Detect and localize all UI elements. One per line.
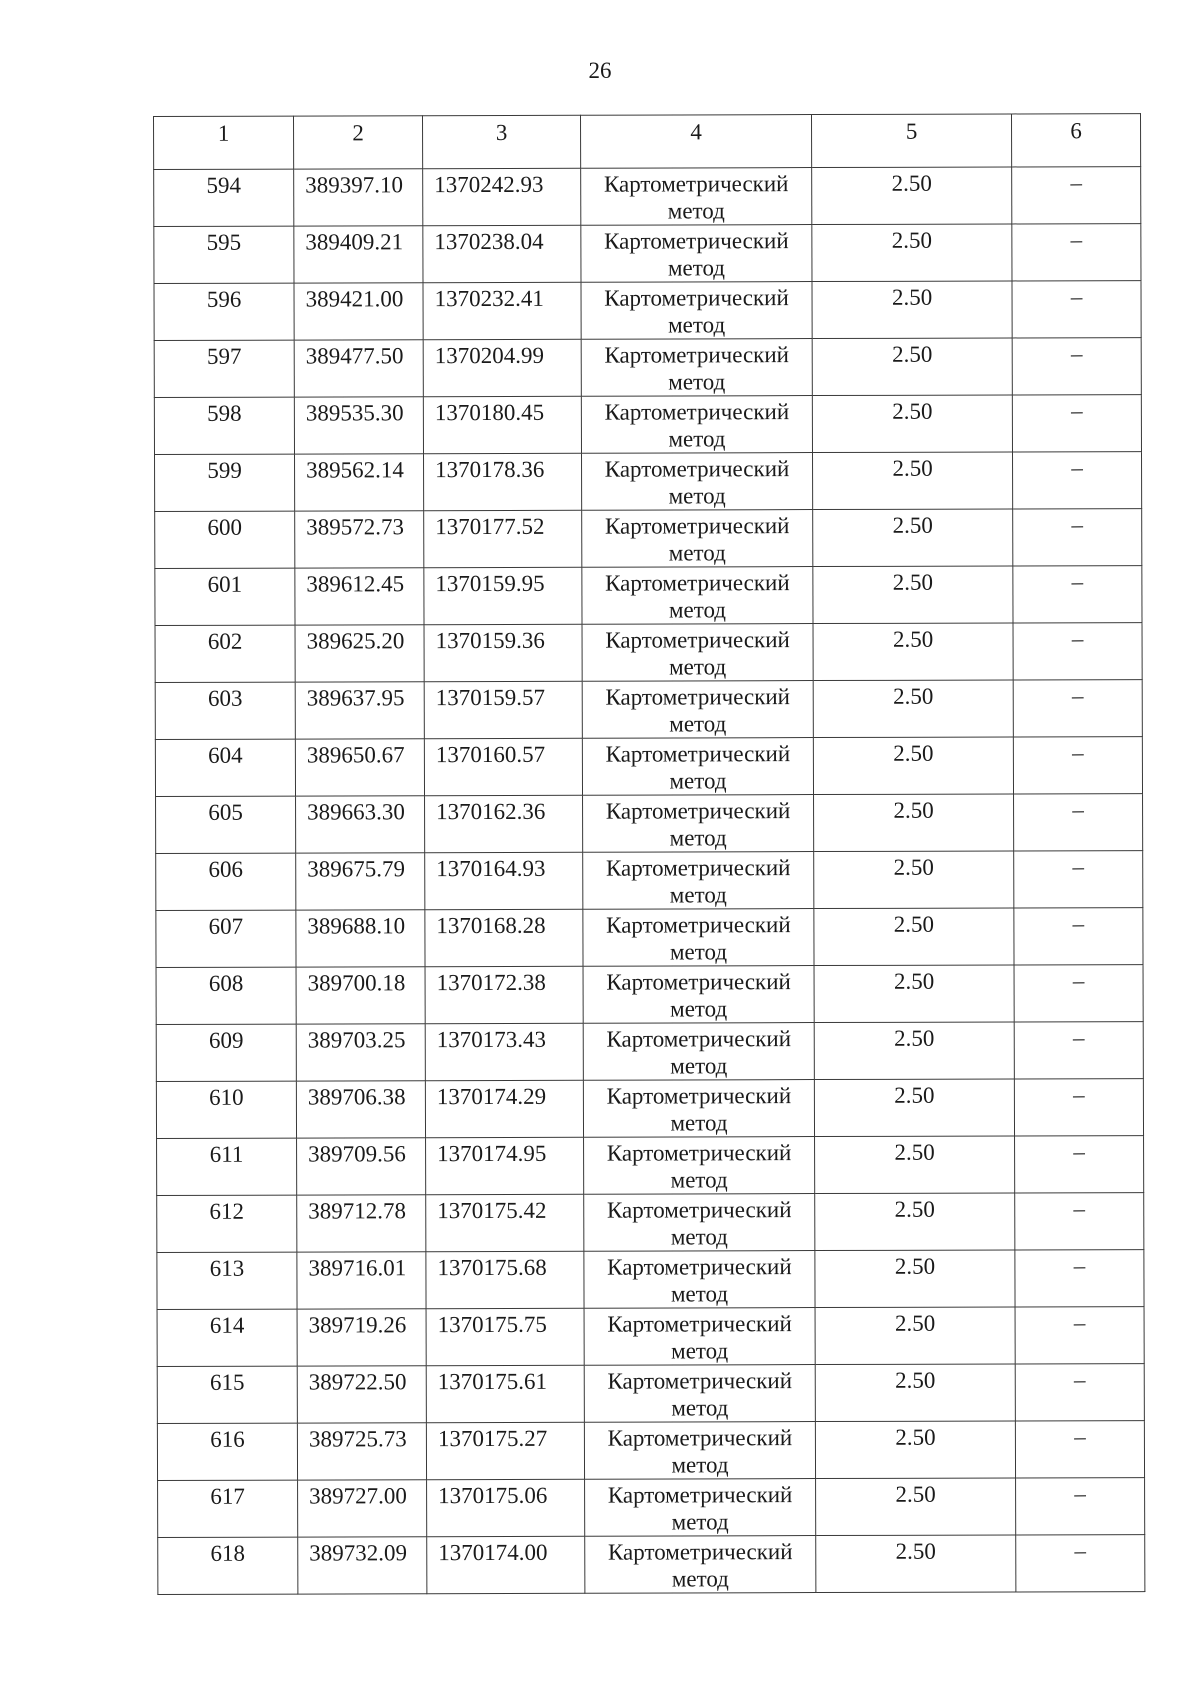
- x-coordinate-cell: 389650.67: [295, 739, 424, 796]
- note-cell: –: [1012, 224, 1141, 281]
- y-coordinate-cell: 1370204.99: [423, 339, 581, 396]
- y-coordinate-cell: 1370159.36: [424, 624, 582, 681]
- column-header-1: 1: [154, 116, 294, 169]
- x-coordinate-cell: 389663.30: [296, 796, 425, 853]
- method-cell: [583, 966, 814, 1024]
- x-coordinate-cell: 389625.20: [295, 625, 424, 682]
- table-row: [156, 908, 1143, 968]
- accuracy-cell: 2.50: [814, 965, 1014, 1023]
- x-coordinate-cell: 389727.00: [298, 1480, 427, 1537]
- point-number-cell: 602: [155, 625, 295, 682]
- y-coordinate-cell: 1370232.41: [423, 282, 581, 339]
- point-number-cell: 600: [155, 511, 295, 568]
- column-header-6: 6: [1011, 114, 1140, 167]
- y-coordinate-cell: 1370174.29: [425, 1080, 583, 1137]
- x-coordinate-cell: 389421.00: [294, 283, 423, 340]
- method-line-2: метод: [667, 255, 726, 281]
- y-coordinate-cell: 1370177.52: [424, 510, 582, 567]
- method-cell: [583, 1080, 814, 1138]
- method-cell: [582, 681, 813, 739]
- accuracy-cell: 2.50: [812, 224, 1012, 282]
- note-cell: –: [1014, 1079, 1143, 1136]
- table-row: [154, 167, 1141, 227]
- method-line-1: Картометрический: [606, 1083, 792, 1109]
- accuracy-cell: 2.50: [812, 395, 1012, 453]
- method-line-2: метод: [671, 1395, 729, 1421]
- y-coordinate-cell: 1370242.93: [423, 168, 581, 225]
- method-cell: [582, 510, 813, 568]
- point-number-cell: 609: [156, 1024, 296, 1081]
- accuracy-cell: 2.50: [815, 1307, 1015, 1365]
- accuracy-cell: 2.50: [816, 1535, 1016, 1593]
- table-row: [155, 737, 1142, 797]
- x-coordinate-cell: 389675.79: [296, 853, 425, 910]
- method-line-2: метод: [670, 996, 728, 1022]
- method-line-1: Картометрический: [604, 342, 789, 368]
- note-cell: –: [1015, 1364, 1144, 1421]
- note-cell: –: [1013, 566, 1142, 623]
- note-cell: –: [1016, 1478, 1145, 1535]
- note-cell: –: [1015, 1250, 1144, 1307]
- point-number-cell: 616: [157, 1423, 297, 1480]
- method-line-2: метод: [668, 597, 727, 623]
- x-coordinate-cell: 389703.25: [296, 1024, 425, 1081]
- point-number-cell: 597: [154, 340, 294, 397]
- accuracy-cell: 2.50: [815, 1421, 1015, 1479]
- method-line-1: Картометрический: [604, 399, 790, 425]
- table-row: [155, 566, 1142, 626]
- note-cell: –: [1015, 1136, 1144, 1193]
- x-coordinate-cell: 389719.26: [297, 1309, 426, 1366]
- y-coordinate-cell: 1370164.93: [425, 852, 583, 909]
- note-cell: –: [1013, 737, 1142, 794]
- accuracy-cell: 2.50: [812, 167, 1012, 225]
- method-cell: [583, 1023, 814, 1081]
- table-row: [157, 1250, 1144, 1310]
- x-coordinate-cell: 389637.95: [295, 682, 424, 739]
- method-line-1: Картометрический: [606, 912, 791, 938]
- y-coordinate-cell: 1370174.00: [427, 1536, 585, 1593]
- accuracy-cell: 2.50: [814, 851, 1014, 909]
- note-cell: –: [1012, 395, 1141, 452]
- y-coordinate-cell: 1370162.36: [425, 795, 583, 852]
- point-number-cell: 595: [154, 226, 294, 283]
- y-coordinate-cell: 1370175.06: [427, 1479, 585, 1536]
- note-cell: –: [1014, 851, 1143, 908]
- accuracy-cell: 2.50: [814, 1022, 1014, 1080]
- method-line-1: Картометрический: [607, 1368, 793, 1394]
- page-number: 26: [588, 58, 612, 83]
- y-coordinate-cell: 1370159.57: [424, 681, 582, 738]
- note-cell: –: [1014, 794, 1143, 851]
- x-coordinate-cell: 389732.09: [298, 1537, 427, 1594]
- coordinates-table: [153, 113, 1145, 1595]
- note-cell: –: [1013, 452, 1142, 509]
- table-row: [157, 1421, 1144, 1481]
- method-line-1: Картометрический: [607, 1254, 792, 1280]
- table-row: [158, 1478, 1145, 1538]
- accuracy-cell: 2.50: [812, 281, 1012, 339]
- method-line-2: метод: [669, 882, 727, 908]
- method-cell: [582, 453, 813, 511]
- method-line-2: метод: [670, 1110, 728, 1136]
- table-row: [156, 965, 1143, 1025]
- point-number-cell: 608: [156, 967, 296, 1024]
- method-cell: [582, 567, 813, 625]
- method-line-2: метод: [671, 1338, 729, 1364]
- method-line-1: Картометрический: [604, 285, 789, 311]
- y-coordinate-cell: 1370173.43: [425, 1023, 583, 1080]
- method-line-1: Картометрический: [604, 228, 789, 254]
- method-cell: [582, 738, 813, 796]
- y-coordinate-cell: 1370172.38: [425, 966, 583, 1023]
- column-header-3: 3: [423, 115, 581, 168]
- y-coordinate-cell: 1370178.36: [424, 453, 582, 510]
- x-coordinate-cell: 389712.78: [297, 1195, 426, 1252]
- note-cell: –: [1014, 1022, 1143, 1079]
- method-cell: [584, 1365, 815, 1423]
- note-cell: –: [1013, 623, 1142, 680]
- accuracy-cell: 2.50: [813, 623, 1013, 681]
- accuracy-cell: 2.50: [815, 1364, 1015, 1422]
- x-coordinate-cell: 389706.38: [296, 1081, 425, 1138]
- method-line-1: Картометрический: [605, 741, 791, 767]
- column-header-2: 2: [294, 116, 423, 169]
- method-line-1: Картометрический: [605, 627, 790, 653]
- point-number-cell: 610: [156, 1081, 296, 1138]
- table-row: [157, 1136, 1144, 1196]
- method-line-2: метод: [669, 939, 728, 965]
- accuracy-cell: 2.50: [813, 737, 1013, 795]
- accuracy-cell: 2.50: [813, 452, 1013, 510]
- table-row: [155, 623, 1142, 683]
- method-line-1: Картометрический: [607, 1482, 793, 1508]
- method-line-2: метод: [668, 312, 726, 338]
- point-number-cell: 605: [156, 796, 296, 853]
- method-line-1: Картометрический: [606, 1026, 792, 1052]
- method-line-1: Картометрический: [605, 570, 790, 596]
- table-row: [155, 452, 1142, 512]
- table-row: [157, 1307, 1144, 1367]
- note-cell: –: [1012, 281, 1141, 338]
- method-cell: [583, 909, 814, 967]
- point-number-cell: 613: [157, 1252, 297, 1309]
- accuracy-cell: 2.50: [813, 566, 1013, 624]
- x-coordinate-cell: 389725.73: [297, 1423, 426, 1480]
- method-line-2: метод: [667, 198, 725, 224]
- method-line-1: Картометрический: [607, 1425, 793, 1451]
- method-line-1: Картометрический: [603, 171, 789, 197]
- x-coordinate-cell: 389612.45: [295, 568, 424, 625]
- method-cell: [581, 339, 812, 397]
- accuracy-cell: 2.50: [812, 338, 1012, 396]
- method-cell: [581, 225, 812, 283]
- point-number-cell: 612: [157, 1195, 297, 1252]
- method-cell: [585, 1479, 816, 1537]
- table-body: [154, 167, 1145, 1595]
- method-line-2: метод: [668, 483, 726, 509]
- note-cell: –: [1014, 965, 1143, 1022]
- point-number-cell: 614: [157, 1309, 297, 1366]
- note-cell: –: [1014, 908, 1143, 965]
- table-row: [156, 1022, 1143, 1082]
- table-row: [156, 851, 1143, 911]
- column-header-4: 4: [580, 115, 811, 169]
- point-number-cell: 615: [157, 1366, 297, 1423]
- table-row: [154, 338, 1141, 398]
- y-coordinate-cell: 1370175.27: [426, 1422, 584, 1479]
- method-line-2: метод: [669, 768, 727, 794]
- note-cell: –: [1015, 1307, 1144, 1364]
- accuracy-cell: 2.50: [815, 1250, 1015, 1308]
- point-number-cell: 603: [155, 682, 295, 739]
- table-row: [155, 680, 1142, 740]
- method-cell: [582, 624, 813, 682]
- method-cell: [581, 396, 812, 454]
- note-cell: –: [1012, 167, 1141, 224]
- method-cell: [585, 1536, 816, 1594]
- method-line-2: метод: [671, 1566, 729, 1592]
- accuracy-cell: 2.50: [813, 509, 1013, 567]
- y-coordinate-cell: 1370175.75: [426, 1308, 584, 1365]
- table-row: [156, 1079, 1143, 1139]
- method-line-1: Картометрический: [604, 456, 790, 482]
- point-number-cell: 604: [155, 739, 295, 796]
- method-line-1: Картометрический: [606, 1140, 792, 1166]
- point-number-cell: 596: [154, 283, 294, 340]
- method-cell: [584, 1251, 815, 1309]
- point-number-cell: 601: [155, 568, 295, 625]
- method-cell: [584, 1194, 815, 1252]
- note-cell: –: [1012, 338, 1141, 395]
- method-line-2: метод: [670, 1224, 728, 1250]
- method-line-1: Картометрический: [606, 1197, 792, 1223]
- x-coordinate-cell: 389562.14: [295, 454, 424, 511]
- y-coordinate-cell: 1370174.95: [426, 1137, 584, 1194]
- method-line-2: метод: [668, 426, 726, 452]
- method-cell: [581, 168, 812, 226]
- table-row: [157, 1193, 1144, 1253]
- table-header: [154, 114, 1141, 170]
- method-line-1: Картометрический: [607, 1539, 793, 1565]
- x-coordinate-cell: 389722.50: [297, 1366, 426, 1423]
- method-line-1: Картометрический: [606, 969, 791, 995]
- method-line-2: метод: [668, 369, 726, 395]
- y-coordinate-cell: 1370160.57: [424, 738, 582, 795]
- method-cell: [583, 852, 814, 910]
- note-cell: –: [1013, 680, 1142, 737]
- accuracy-cell: 2.50: [814, 794, 1014, 852]
- point-number-cell: 611: [157, 1138, 297, 1195]
- note-cell: –: [1015, 1193, 1144, 1250]
- table-row: [158, 1535, 1145, 1595]
- method-line-1: Картометрический: [605, 855, 791, 881]
- method-line-1: Картометрический: [604, 513, 790, 539]
- table-row: [154, 395, 1141, 455]
- method-line-2: метод: [670, 1167, 728, 1193]
- table-row: [157, 1364, 1144, 1424]
- note-cell: –: [1015, 1421, 1144, 1478]
- accuracy-cell: 2.50: [814, 908, 1014, 966]
- point-number-cell: 607: [156, 910, 296, 967]
- method-line-2: метод: [669, 711, 727, 737]
- method-line-1: Картометрический: [605, 684, 791, 710]
- table-row: [154, 281, 1141, 341]
- accuracy-cell: 2.50: [815, 1193, 1015, 1251]
- x-coordinate-cell: 389700.18: [296, 967, 425, 1024]
- x-coordinate-cell: 389572.73: [295, 511, 424, 568]
- method-line-1: Картометрический: [607, 1311, 792, 1337]
- method-line-2: метод: [670, 1281, 729, 1307]
- x-coordinate-cell: 389688.10: [296, 910, 425, 967]
- table-row: [156, 794, 1143, 854]
- accuracy-cell: 2.50: [813, 680, 1013, 738]
- x-coordinate-cell: 389397.10: [294, 169, 423, 226]
- x-coordinate-cell: 389409.21: [294, 226, 423, 283]
- method-cell: [584, 1308, 815, 1366]
- method-line-2: метод: [668, 540, 726, 566]
- accuracy-cell: 2.50: [815, 1136, 1015, 1194]
- x-coordinate-cell: 389716.01: [297, 1252, 426, 1309]
- method-line-2: метод: [671, 1452, 729, 1478]
- x-coordinate-cell: 389477.50: [294, 340, 423, 397]
- column-header-5: 5: [811, 114, 1011, 168]
- point-number-cell: 594: [154, 169, 294, 226]
- method-cell: [584, 1137, 815, 1195]
- point-number-cell: 606: [156, 853, 296, 910]
- note-cell: –: [1013, 509, 1142, 566]
- y-coordinate-cell: 1370238.04: [423, 225, 581, 282]
- method-line-2: метод: [669, 825, 727, 851]
- y-coordinate-cell: 1370168.28: [425, 909, 583, 966]
- method-line-1: Картометрический: [605, 798, 791, 824]
- point-number-cell: 617: [158, 1480, 298, 1537]
- y-coordinate-cell: 1370175.68: [426, 1251, 584, 1308]
- table-row: [155, 509, 1142, 569]
- method-cell: [581, 282, 812, 340]
- point-number-cell: 599: [155, 454, 295, 511]
- y-coordinate-cell: 1370180.45: [423, 396, 581, 453]
- method-cell: [584, 1422, 815, 1480]
- method-line-2: метод: [669, 654, 727, 680]
- table-row: [154, 224, 1141, 284]
- y-coordinate-cell: 1370159.95: [424, 567, 582, 624]
- point-number-cell: 618: [158, 1537, 298, 1594]
- method-cell: [583, 795, 814, 853]
- x-coordinate-cell: 389709.56: [297, 1138, 426, 1195]
- accuracy-cell: 2.50: [816, 1478, 1016, 1536]
- header-row: [154, 114, 1141, 170]
- method-line-2: метод: [670, 1053, 728, 1079]
- method-line-2: метод: [671, 1509, 729, 1535]
- point-number-cell: 598: [154, 397, 294, 454]
- y-coordinate-cell: 1370175.42: [426, 1194, 584, 1251]
- accuracy-cell: 2.50: [814, 1079, 1014, 1137]
- x-coordinate-cell: 389535.30: [294, 397, 423, 454]
- y-coordinate-cell: 1370175.61: [426, 1365, 584, 1422]
- note-cell: –: [1016, 1535, 1145, 1592]
